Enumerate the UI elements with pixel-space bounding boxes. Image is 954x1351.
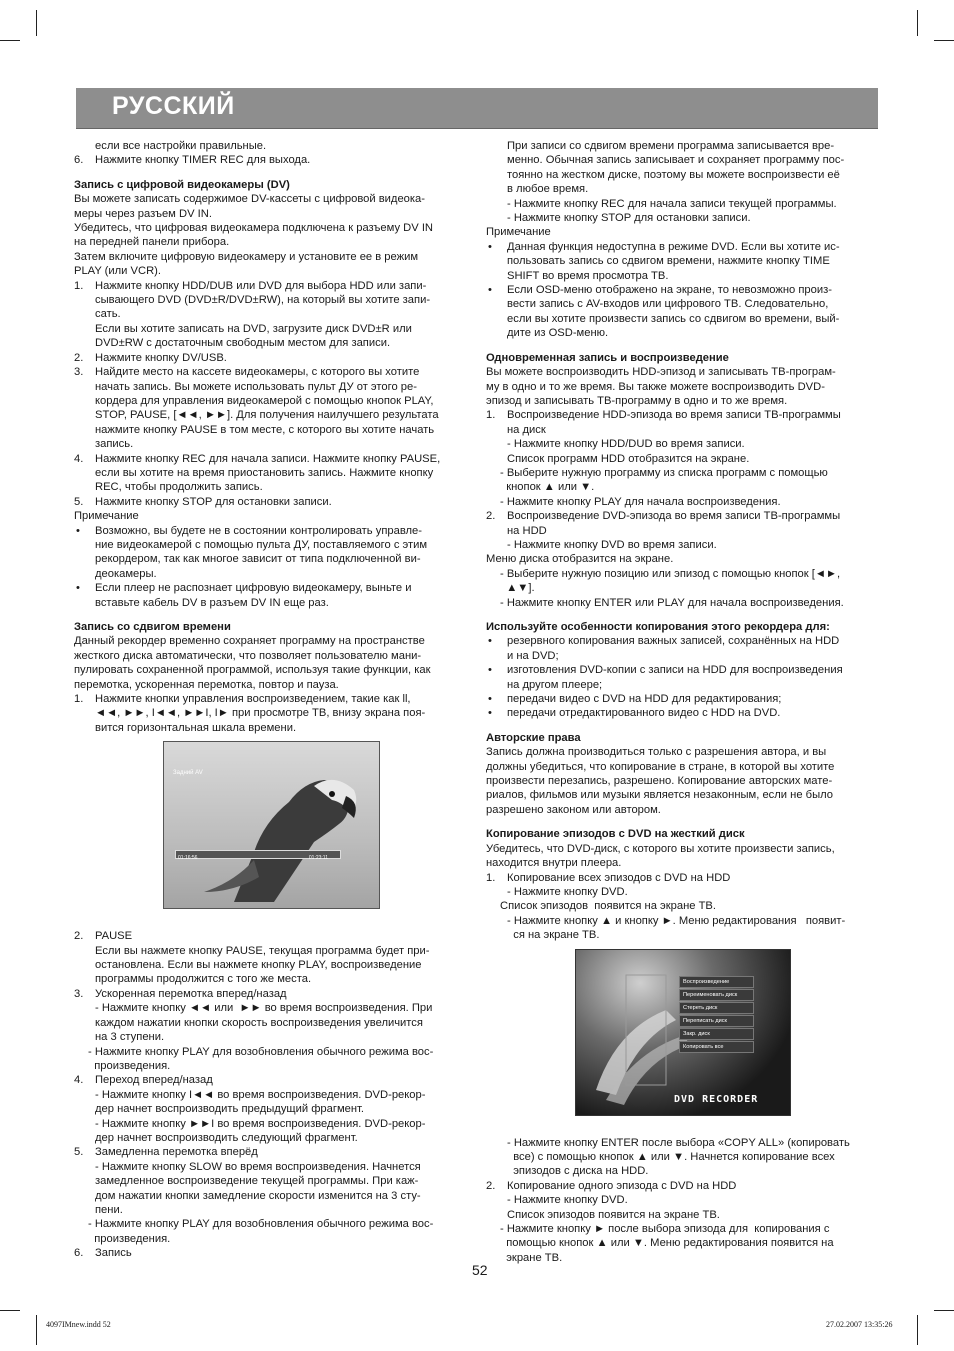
section-heading: Запись с цифровой видеокамеры (DV): [74, 178, 290, 191]
footer-timestamp: 27.02.2007 13:35:26: [826, 1320, 893, 1329]
bullet-item: • Возможно, вы будете не в состоянии контролировать управле- ние видеокамерой с помощью пульта ДУ, поставляемого с этим рекордером, так как многое зависит от типа подключенной ви- деокамеры.: [76, 524, 428, 580]
list-item: 2. PAUSE Если вы нажмете кнопку PAUSE, текущая программа будет при- остановлена. Если вы нажмете кнопку PLAY, воспроизведение программы продолжится с того же места.: [74, 930, 430, 986]
list-item: 2. Копирование одного эпизода с DVD на HDD - Нажмите кнопку DVD. Список эпизодов появится на экране ТВ.: [486, 1179, 737, 1221]
crop-mark: [917, 1315, 918, 1345]
crop-mark: [0, 1310, 20, 1311]
section-heading: Одновременная запись и воспроизведение: [486, 351, 729, 364]
dvd-edit-menu-image: [575, 949, 791, 1116]
timeshift-screen-image: [163, 741, 380, 909]
list-item: 6. Запись: [74, 1247, 132, 1260]
sub-step: - Нажмите кнопку ENTER после выбора «COPY ALL» (копировать все) с помощью кнопок ▲ или ▼. Начнется копирование всех эпизодов с диска на HDD.: [507, 1136, 850, 1178]
list-item: 1. Нажмите кнопку HDD/DUB или DVD для выбора HDD или запи- сывающего DVD (DVD±R/DVD±RW), на который вы хотите запи- сать. Если вы хотите записать на DVD, загрузите диск DVD±R или DVD±RW с достаточным свободным местом для записи.: [74, 279, 431, 350]
list-item: 2. Воспроизведение DVD-эпизода во время записи ТВ-программы на HDD: [486, 510, 841, 537]
list-item: 3. Найдите место на кассете видеокамеры, с которого вы хотите начать запись. Вы можете использовать пульт ДУ от этого ре- кордера для управления видеокамерой с помощью кнопок PLAY, STOP, PAUSE, [◄◄, ►►]. Для получения наилучшего результата нажмите кнопку PAUSE в том месте, с которого вы хотите начать запись.: [74, 366, 439, 451]
footer-file-info: 4097IMnew.indd 52: [46, 1320, 111, 1329]
paragraph: Данный рекордер временно сохраняет программу на пространстве жесткого диска автоматически, что позволяет пользователю мани- пулировать сохраненной программой, используя такие функции, как перемотка, ускоренная перемотка, повтор и пауза.: [74, 635, 431, 691]
language-header-bar: [76, 88, 878, 129]
list-item: 4. Переход вперед/назад - Нажмите кнопку I◄◄ во время воспроизведения. DVD-рекор- дер начнет воспроизводить предыдущий фрагмент. - Нажмите кнопку ►►I во время воспроизведения. DVD-рекор- дер начнет воспроизводить следующий фрагмент.: [74, 1074, 426, 1144]
list-item: 3. Ускоренная перемотка вперед/назад - Нажмите кнопку ◄◄ или ►► во время воспроизведения. При каждом нажатии кнопки скорость воспроизведения увеличится на 3 ступени.: [74, 987, 433, 1044]
section-heading: Копирование эпизодов с DVD на жесткий диск: [486, 828, 745, 841]
menu-item[interactable]: Копировать все: [679, 1041, 754, 1053]
right-column: [486, 139, 880, 1265]
menu-item[interactable]: Переименовать диск: [679, 989, 754, 1001]
sub-step: - Нажмите кнопку ► после выбора эпизода для копирования с помощью кнопок ▲ или ▼. Меню редактирования появится на экране ТВ.: [500, 1222, 834, 1264]
sub-step: - Нажмите кнопку ▲ и кнопку ►. Меню редактирования появит- ся на экране ТВ.: [507, 914, 846, 942]
sub-step: Список эпизодов появится на экране ТВ.: [500, 900, 716, 913]
list-item: 5. Замедленна перемотка вперёд - Нажмите кнопку SLOW во время воспроизведения. Начнется замедленное воспроизведение текущей программы. При каж- дом нажатии кнопки замедление скорости изменится на 3 сту- пени.: [74, 1146, 421, 1216]
menu-item[interactable]: Переписать диск: [679, 1015, 754, 1027]
note-label: Примечание: [486, 226, 551, 239]
paragraph: Меню диска отобразится на экране.: [486, 553, 674, 566]
bullet-item: • изготовления DVD-копии с записи на HDD для воспроизведения на другом плеере;: [488, 664, 843, 691]
sub-step: - Нажмите кнопку DVD.: [507, 885, 628, 898]
list-item: 4. Нажмите кнопку REC для начала записи. Нажмите кнопку PAUSE, если вы хотите на время приостановить запись. Нажмите кнопку REC, чтобы продолжить запись.: [74, 452, 441, 494]
bullet-item: • Если OSD-меню отображено на экране, то невозможно произ- вести запись с AV-входов или цифрового ТВ. Следовательно, если вы хотите произвести запись со сдвигом во времени, вый- дите из OSD-меню.: [488, 284, 840, 340]
bullet-item: • передачи отредактированного видео с HDD на DVD.: [488, 707, 781, 720]
time-end: 01:23:11: [308, 855, 328, 862]
list-item: 2. Нажмите кнопку DV/USB.: [74, 351, 227, 364]
paragraph: При записи со сдвигом времени программа записывается вре- менно. Обычная запись записывает и сохраняет программу пос- тоянно на жестком диске, поэтому вы можете воспроизвести её в любое время. - Нажмите кнопку REC для начала записи текущей программы. - Нажмите кнопку STOP для остановки записи.: [507, 140, 845, 225]
sub-step: - Выберите нужную программу из списка программ с помощью кнопок ▲ или ▼. - Нажмите кнопку PLAY для начала воспроизведения.: [500, 466, 828, 508]
crop-mark: [0, 40, 20, 41]
paragraph: Вы можете воспроизводить HDD-эпизод и записывать ТВ-програм- му в одно и то же время. Вы также можете воспроизводить DVD- эпизод и записывать ТВ-программу в одно и то же время.: [486, 366, 836, 407]
sub-step: - Нажмите кнопку PLAY для возобновления обычного режима вос- произведения.: [88, 1218, 434, 1245]
paragraph: Убедитесь, что DVD-диск, с которого вы хотите произвести запись, находится внутри плеера.: [486, 842, 835, 870]
crop-mark: [36, 1315, 37, 1345]
section-heading: Авторские права: [486, 731, 581, 744]
bullet-item: • Если плеер не распознает цифровую видеокамеру, выньте и вставьте кабель DV в разъем DV IN еще раз.: [76, 582, 412, 609]
sub-step: - Нажмите кнопку HDD/DUD во время записи. Список программ HDD отобразится на экране.: [507, 438, 750, 465]
crop-mark: [917, 10, 918, 36]
menu-item[interactable]: Воспроизведение: [679, 976, 754, 988]
crop-mark: [934, 1310, 954, 1311]
section-heading: Используйте особенности копирования этого рекордера для:: [486, 621, 830, 633]
crop-mark: [36, 10, 37, 36]
menu-item[interactable]: Стереть диск: [679, 1002, 754, 1014]
dvd-recorder-logo: DVD RECORDER: [674, 1093, 759, 1105]
intro-text: если все настройки правильные.: [95, 140, 267, 152]
page-title: РУССКИЙ: [112, 92, 235, 120]
bullet-item: • Данная функция недоступна в режиме DVD. Если вы хотите ис- пользовать запись со сдвигом времени, нажмите кнопку TIME SHIFT во время просмотра ТВ.: [488, 240, 840, 282]
bullet-item: • передачи видео с DVD на HDD для редактирования;: [488, 693, 782, 706]
list-item: 1. Копирование всех эпизодов с DVD на HDD: [486, 871, 731, 884]
sub-step: - Нажмите кнопку PLAY для возобновления обычного режима вос- произведения.: [88, 1045, 434, 1072]
paragraph: Запись должна производиться только с разрешения автора, и вы должны убедиться, что копирование в стране, в которой вы хотите произвести перезапись, разрешено. Копирование авторских мате- риалов, фильмов или музыки является незаконным, если не было разрешено законом или автором.: [486, 746, 835, 816]
page-number: 52: [472, 1262, 488, 1278]
sub-step: - Выберите нужную позицию или эпизод с помощью кнопок [◄►, ▲▼]. - Нажмите кнопку ENTER или PLAY для начала воспроизведения.: [500, 567, 844, 609]
osd-source-label: Задний AV: [173, 770, 203, 777]
paragraph: Вы можете записать содержимое DV-кассеты с цифровой видеока- меры через разъем DV IN.: [74, 193, 425, 220]
paragraph: Убедитесь, что цифровая видеокамера подключена к разъему DV IN на передней панели прибора.: [74, 222, 434, 249]
bullet-item: • резервного копирования важных записей, сохранённых на HDD и на DVD;: [488, 635, 840, 662]
edit-menu: [679, 976, 754, 1054]
menu-item[interactable]: Закр. диск: [679, 1028, 754, 1040]
list-item: 1. Нажмите кнопки управления воспроизведением, такие как ll, ◄◄, ►►, I◄◄, ►►I, I► при просмотре ТВ, внизу экрана поя- вится горизонтальная шкала времени.: [74, 693, 426, 734]
list-item: 1. Воспроизведение HDD-эпизода во время записи ТВ-программы на диск: [486, 409, 841, 436]
sub-step: - Нажмите кнопку DVD во время записи.: [507, 538, 717, 551]
time-start: 01:16:56: [178, 855, 198, 862]
list-item: 5. Нажмите кнопку STOP для остановки записи.: [74, 495, 332, 508]
note-label: Примечание: [74, 510, 139, 523]
left-column: [74, 139, 468, 1261]
section-heading: Запись со сдвигом времени: [74, 621, 231, 633]
paragraph: Затем включите цифровую видеокамеру и установите ее в режим PLAY (или VCR).: [74, 250, 419, 278]
crop-mark: [934, 40, 954, 41]
timeshift-progress-bar: [175, 850, 341, 862]
list-item: 6. Нажмите кнопку TIMER REC для выхода.: [74, 154, 311, 167]
